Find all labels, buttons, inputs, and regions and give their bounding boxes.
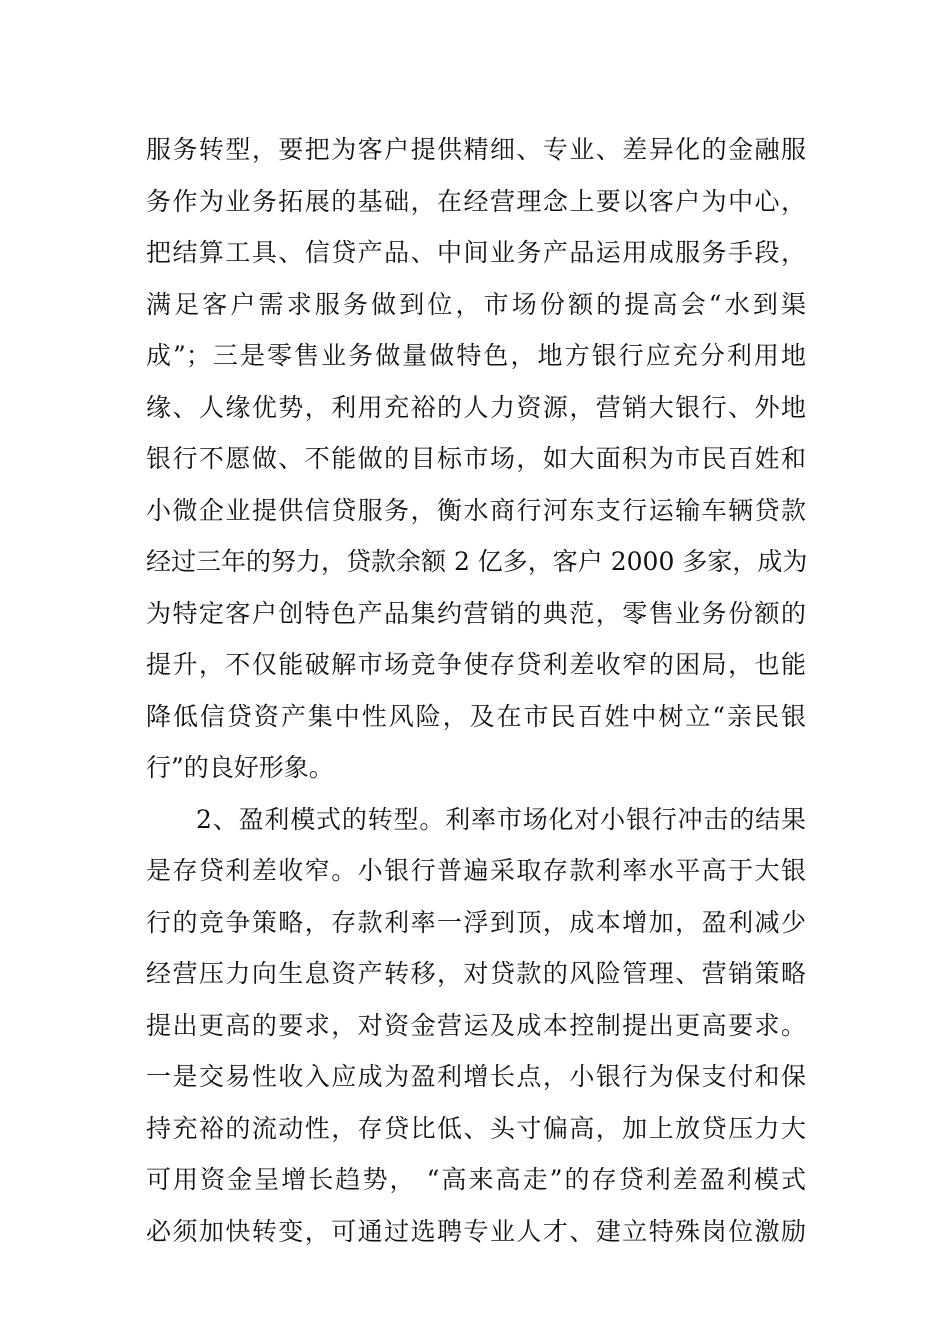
text-line: 2、盈利模式的转型。利率市场化对小银行冲击的结果 — [196, 804, 806, 834]
text-line: 经过三年的努力，贷款余额 2 亿多，客户 2000 多家，成为 — [146, 547, 808, 576]
document-body — [146, 124, 806, 1257]
text-line: 可用资金呈增长趋势， “高来高走”的存贷利差盈利模式 — [146, 1165, 806, 1194]
text-line: 小微企业提供信贷服务，衡水商行河东支行运输车辆贷款 — [146, 495, 806, 525]
paragraph-1 — [146, 124, 806, 794]
text-line: 服务转型，要把为客户提供精细、专业、差异化的金融服 — [146, 135, 806, 164]
text-line: 务作为业务拓展的基础，在经营理念上要以客户为中心， — [146, 186, 806, 216]
text-line: 提升，不仅能破解市场竞争使存贷利差收窄的困局，也能 — [146, 650, 806, 679]
text-line: 行”的良好形象。 — [146, 753, 334, 782]
text-line: 成”；三是零售业务做量做特色，地方银行应充分利用地 — [146, 341, 806, 370]
text-line: 必须加快转变，可通过选聘专业人才、建立特殊岗位激励 — [146, 1216, 806, 1246]
text-line: 一是交易性收入应成为盈利增长点，小银行为保支付和保 — [146, 1062, 806, 1091]
text-line: 为特定客户创特色产品集约营销的典范，零售业务份额的 — [146, 598, 806, 628]
text-line: 把结算工具、信贷产品、中间业务产品运用成服务手段， — [146, 238, 806, 267]
text-line: 是存贷利差收窄。小银行普遍采取存款利率水平高于大银 — [146, 856, 806, 885]
text-line: 降低信贷资产集中性风险，及在市民百姓中树立“亲民银 — [146, 701, 806, 731]
text-line: 满足客户需求服务做到位，市场份额的提高会“水到渠 — [146, 289, 806, 319]
text-line: 经营压力向生息资产转移，对贷款的风险管理、营销策略 — [146, 959, 806, 988]
paragraph-2 — [146, 794, 806, 1258]
text-line: 持充裕的流动性，存贷比低、头寸偏高，加上放贷压力大 — [146, 1113, 806, 1143]
text-line: 缘、人缘优势，利用充裕的人力资源，营销大银行、外地 — [146, 392, 806, 422]
text-line: 提出更高的要求，对资金营运及成本控制提出更高要求。 — [146, 1010, 806, 1040]
text-line: 银行不愿做、不能做的目标市场，如大面积为市民百姓和 — [146, 444, 806, 473]
text-line: 行的竞争策略，存款利率一浮到顶，成本增加，盈利减少 — [146, 907, 806, 937]
